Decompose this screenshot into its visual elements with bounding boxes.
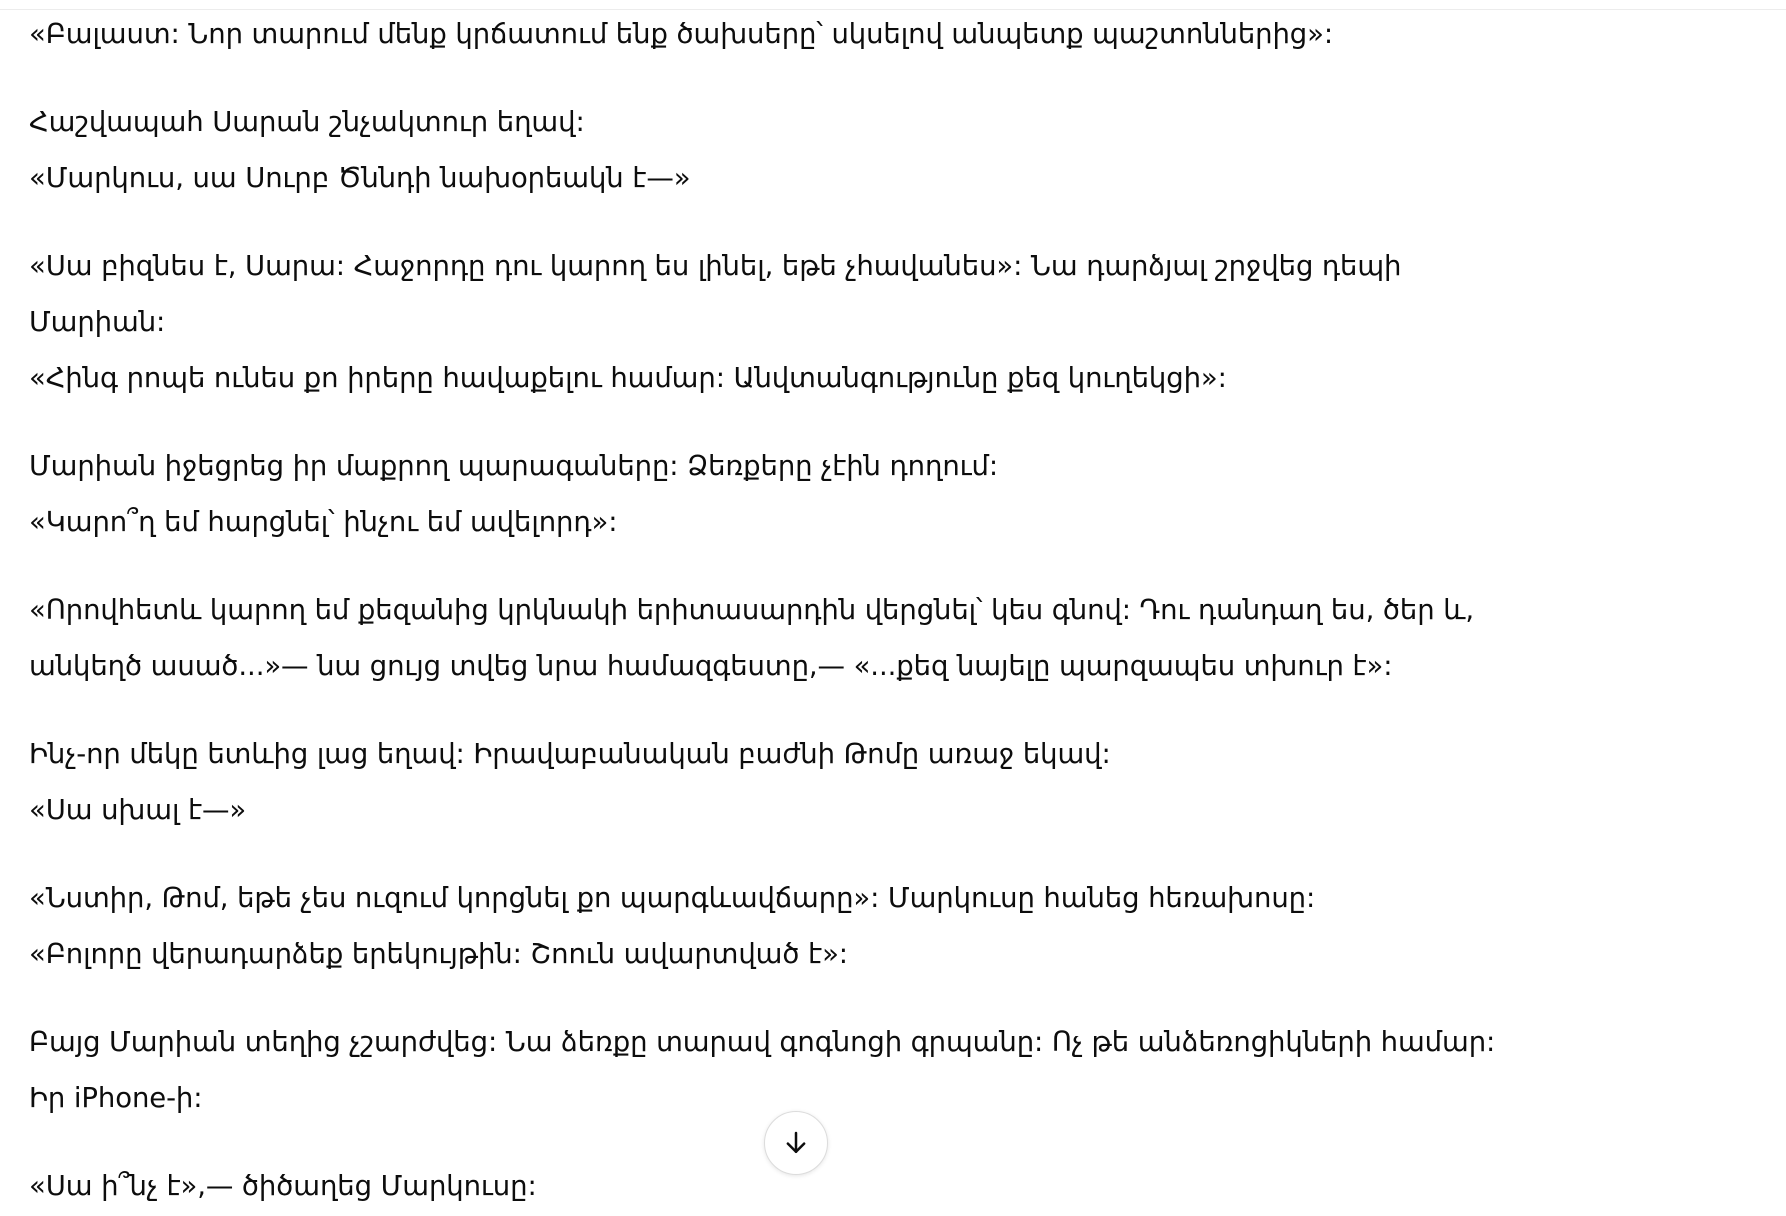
text-line: «Կարո՞ղ եմ հարցնել՝ ինչու եմ ավելորդ»:: [29, 506, 618, 538]
text-line: «Մարկուս, սա Սուրբ Ծննդի նախօրեակն է—»: [29, 162, 691, 194]
paragraph: [29, 94, 1589, 206]
text-line: Իր iPhone-ի:: [29, 1082, 203, 1114]
text-line: «Սա ի՞նչ է»,— ծիծաղեց Մարկուսը:: [29, 1170, 537, 1202]
scroll-to-bottom-button[interactable]: [764, 1111, 828, 1175]
paragraph: [29, 1014, 1589, 1126]
text-line: «Որովհետև կարող եմ քեզանից կրկնակի երիտասարդին վերցնել՝ կես գնով: Դու դանդաղ ես, ծեր և,: [29, 594, 1475, 626]
paragraph: [29, 870, 1589, 982]
text-line: Ինչ-որ մեկը ետևից լաց եղավ: Իրավաբանական բաժնի Թոմը առաջ եկավ:: [29, 738, 1111, 770]
paragraph: [29, 238, 1589, 406]
message-body: [29, 6, 1589, 1216]
paragraph: [29, 582, 1589, 694]
text-line: «Բալաստ: Նոր տարում մենք կրճատում ենք ծախսերը՝ սկսելով անպետք պաշտոններից»:: [29, 18, 1334, 50]
paragraph: [29, 6, 1589, 62]
text-line: Բայց Մարիան տեղից չշարժվեց: Նա ձեռքը տարավ գոգնոցի գրպանը: Ոչ թե անձեռոցիկների համար:: [29, 1026, 1496, 1058]
text-line: «Հինգ րոպե ունես քո իրերը հավաքելու համար: Անվտանգությունը քեզ կուղեկցի»:: [29, 362, 1227, 394]
text-line: անկեղծ ասած...»— նա ցույց տվեց նրա համազգեստը,— «...քեզ նայելը պարզապես տխուր է»:: [29, 650, 1393, 682]
text-line: Մարիան:: [29, 306, 166, 338]
paragraph: [29, 438, 1589, 550]
text-line: Հաշվապահ Սարան շնչակտուր եղավ:: [29, 106, 585, 138]
arrow-down-icon: [781, 1128, 811, 1158]
text-line: «Նստիր, Թոմ, եթե չես ուզում կորցնել քո պարգևավճարը»: Մարկուսը հանեց հեռախոսը:: [29, 882, 1316, 914]
text-line: «Բոլորը վերադարձեք երեկույթին: Շոուն ավարտված է»:: [29, 938, 848, 970]
text-line: «Սա բիզնես է, Սարա: Հաջորդը դու կարող ես լինել, եթե չհավանես»: Նա դարձյալ շրջվեց դեպի: [29, 250, 1402, 282]
text-line: «Սա սխալ է—»: [29, 794, 247, 826]
text-line: Մարիան իջեցրեց իր մաքրող պարագաները: Ձեռքերը չէին դողում:: [29, 450, 999, 482]
paragraph: [29, 726, 1589, 838]
